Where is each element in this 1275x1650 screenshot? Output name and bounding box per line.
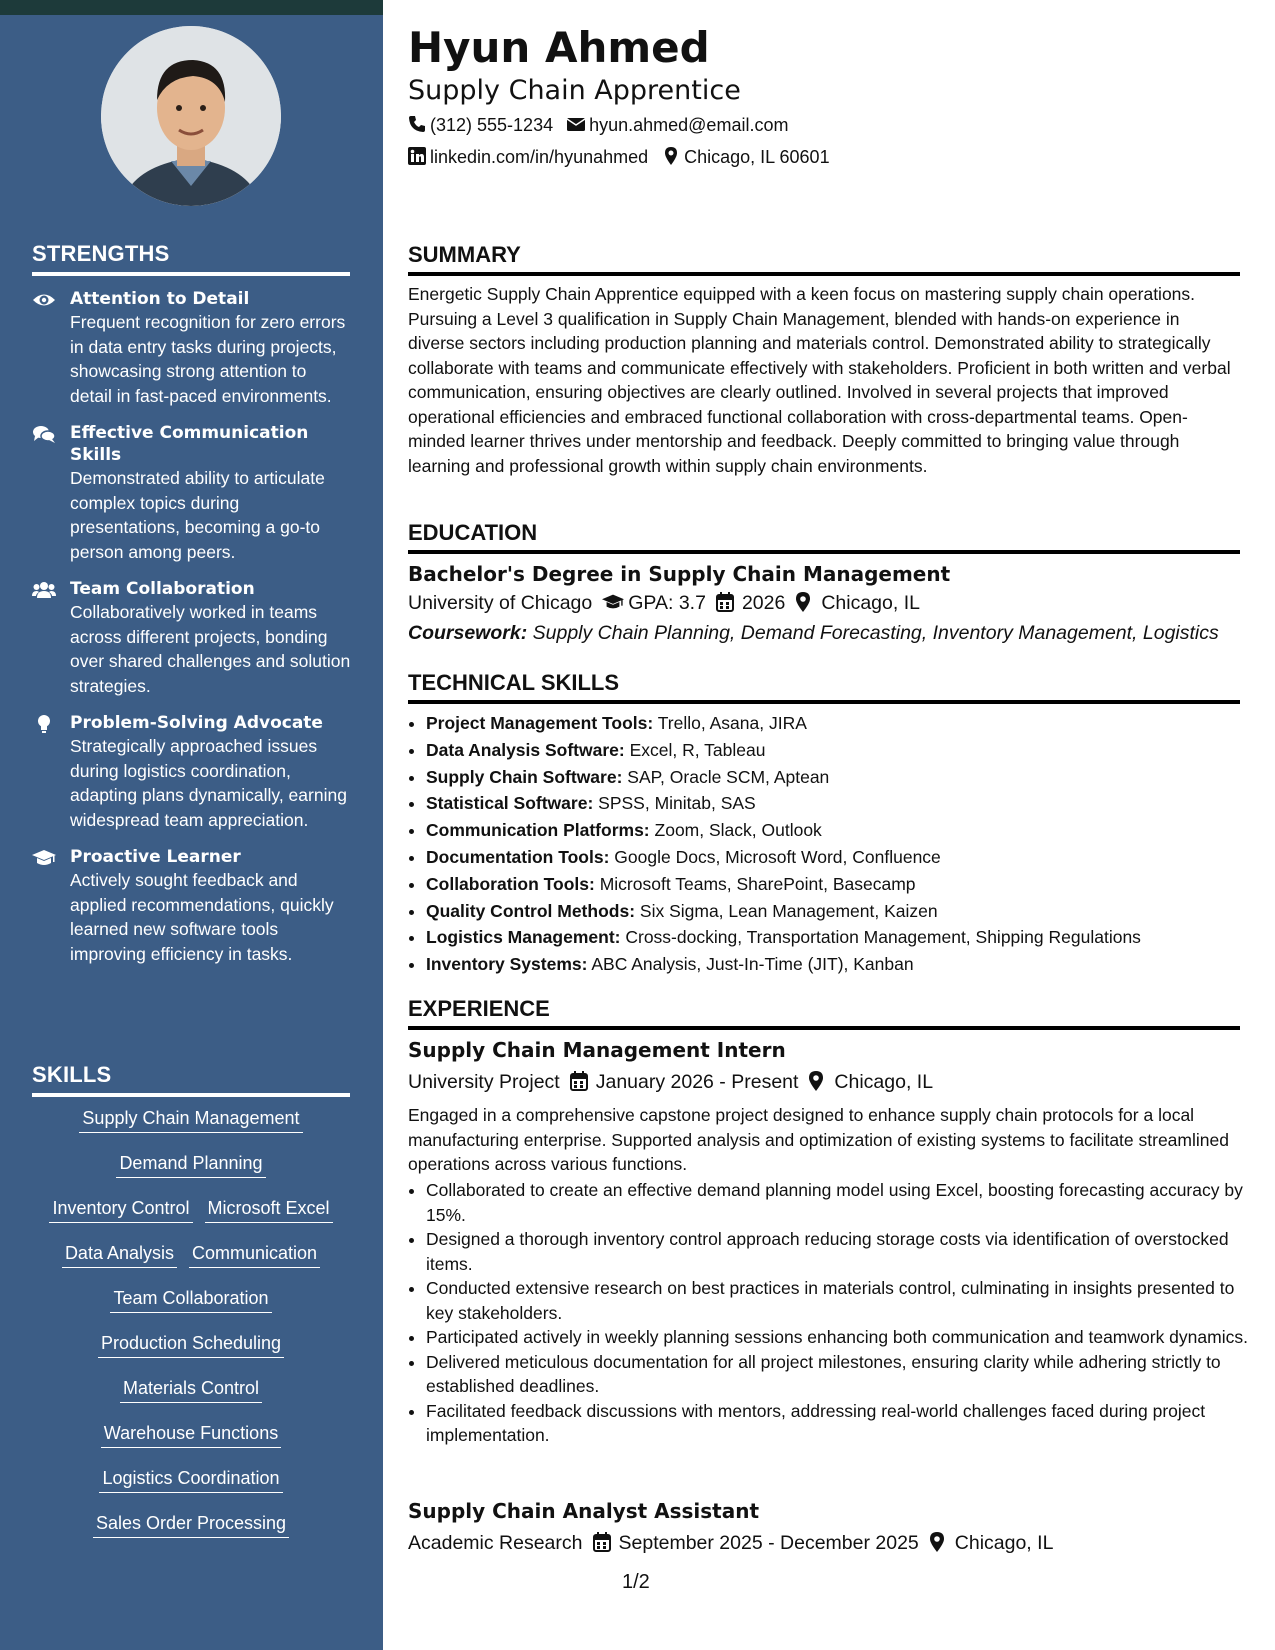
phone-number[interactable]: (312) 555-1234 [430,115,554,135]
skill-tag: Data Analysis [62,1241,177,1268]
candidate-name: Hyun Ahmed [408,23,710,72]
linkedin-url[interactable]: linkedin.com/in/hyunahmed [430,147,649,167]
chat-bubbles-icon [32,424,56,444]
job-description: Engaged in a comprehensive capstone project designed to enhance supply chain protocols for a local manufacturing enterprise. Supported analysis and optimization of existing systems to facilitate streamlined operations across various functions. [408,1105,1229,1174]
tech-skill-item: • Quality Control Methods: Six Sigma, Lean Management, Kaizen [426,898,1258,925]
envelope-icon [567,115,585,133]
job-bullet: • Designed a thorough inventory control approach reducing storage costs via identification of overstocked items. [426,1227,1258,1276]
skills-heading: SKILLS [32,1062,350,1097]
experience-heading: EXPERIENCE [408,996,1240,1030]
email-address[interactable]: hyun.ahmed@email.com [589,115,789,135]
skill-tag: Sales Order Processing [93,1511,289,1538]
strength-title: Proactive Learner [70,847,241,867]
strength-item [32,288,352,408]
degree-title: Bachelor's Degree in Supply Chain Management [408,562,951,586]
strength-description: Frequent recognition for zero errors in data entry tasks during projects, showcasing strong attention to detail in fast-paced environments. [70,312,346,406]
calendar-icon [716,592,736,612]
gpa: GPA: 3.7 [628,592,706,614]
skill-tag: Team Collaboration [110,1286,271,1313]
sidebar-top-bar [0,0,383,15]
job-meta [408,1069,933,1095]
school-name: University of Chicago [408,592,593,614]
strength-description: Collaboratively worked in teams across different projects, bonding over shared challenges and solution strategies. [70,602,351,696]
tech-skill-item: • Data Analysis Software: Excel, R, Tableau [426,737,1258,764]
location: Chicago, IL 60601 [684,147,830,167]
job-bullet: • Conducted extensive research on best practices in materials control, culminating in insights presented to key stakeholders. [426,1276,1258,1325]
tech-skill-item: • Project Management Tools: Trello, Asana, JIRA [426,710,1258,737]
eye-icon [32,290,56,310]
education-meta [408,590,920,616]
job-title: Supply Chain Analyst Assistant [408,1499,760,1523]
skill-tag: Warehouse Functions [101,1421,281,1448]
job-dates: January 2026 - Present [595,1071,799,1093]
skill-tag: Microsoft Excel [205,1196,333,1223]
school-location: Chicago, IL [821,592,920,614]
job-org: University Project [408,1071,560,1093]
job-bullets [408,1178,1258,1448]
job-bullet: • Facilitated feedback discussions with mentors, addressing real-world challenges faced during project implementation. [426,1399,1258,1448]
job-bullet: • Collaborated to create an effective demand planning model using Excel, boosting forecasting accuracy by 15%. [426,1178,1258,1227]
job-meta [408,1530,1053,1556]
summary-heading: SUMMARY [408,242,1240,276]
strength-description: Demonstrated ability to articulate complex topics during presentations, becoming a go-to person among peers. [70,468,325,562]
contact-line [408,145,830,169]
graduation-cap-icon [32,848,56,868]
main-content [408,0,1248,1650]
job-bullet: • Participated actively in weekly planning sessions enhancing both communication and teamwork dynamics. [426,1325,1258,1350]
calendar-icon [593,1532,613,1552]
lightbulb-icon [32,714,56,734]
strength-item [32,422,352,564]
strengths-heading: STRENGTHS [32,241,350,276]
strength-title: Team Collaboration [70,579,255,599]
graduation-year: 2026 [741,592,786,614]
summary-text: Energetic Supply Chain Apprentice equipped with a keen focus on mastering supply chain operations. Pursuing a Level 3 qualification in Supply Chain Management, blended with hands-on experience in diverse sectors including production planning and materials control. Demonstrated ability to strategically collaborate with teams and communicate effectively with stakeholders. Proficient in both written and verbal communication, ensuring objectives are clearly outlined. Involved in several projects that improved operational efficiencies and embraced functional collaboration with cross-departmental teams. Open-minded learner thrives under mentorship and feedback. Deeply committed to bringing value through learning and professional growth within supply chain environments. [408,284,1231,476]
tech-skill-item: • Collaboration Tools: Microsoft Teams, SharePoint, Basecamp [426,871,1258,898]
technical-skills-list [408,710,1258,978]
strength-title: Problem-Solving Advocate [70,713,323,733]
job-org: Academic Research [408,1532,583,1554]
map-pin-icon [808,1071,828,1091]
coursework-label: Coursework: [408,622,528,644]
job-title: Supply Chain Management Intern [408,1038,786,1062]
profile-photo [101,26,281,206]
phone-icon [408,115,426,133]
coursework-line [408,620,1219,646]
job-location: Chicago, IL [834,1071,934,1093]
strength-title: Attention to Detail [70,289,250,309]
skill-tag: Communication [189,1241,320,1268]
strength-item [32,712,352,832]
skill-tag: Production Scheduling [98,1331,284,1358]
technical-skills-heading: TECHNICAL SKILLS [408,670,1240,704]
sidebar [0,0,383,1650]
job-location: Chicago, IL [954,1532,1054,1554]
skills-list [32,1106,350,1556]
tech-skill-item: • Logistics Management: Cross-docking, Transportation Management, Shipping Regulations [426,924,1258,951]
strength-item [32,846,352,966]
page-number: 1/2 [622,1571,650,1593]
skill-tag: Inventory Control [49,1196,192,1223]
strength-description: Strategically approached issues during logistics coordination, adapting plans dynamically, earning widespread team appreciation. [70,736,347,830]
tech-skill-item: • Communication Platforms: Zoom, Slack, Outlook [426,817,1258,844]
skill-tag: Demand Planning [116,1151,265,1178]
map-pin-icon [795,592,815,612]
contact-line [408,113,788,137]
tech-skill-item: • Supply Chain Software: SAP, Oracle SCM, Aptean [426,764,1258,791]
skill-tag: Supply Chain Management [79,1106,302,1133]
skill-tag: Materials Control [120,1376,262,1403]
job-bullet: • Delivered meticulous documentation for all project milestones, ensuring clarity while adhering strictly to established deadlines. [426,1350,1258,1399]
skill-tag: Logistics Coordination [99,1466,282,1493]
strength-item [32,578,352,698]
job-dates: September 2025 - December 2025 [618,1532,919,1554]
strengths-list [32,288,352,980]
users-icon [32,580,56,600]
strength-description: Actively sought feedback and applied recommendations, quickly learned new software tools improving efficiency in tasks. [70,870,334,964]
linkedin-icon [408,147,426,165]
map-pin-icon [929,1532,949,1552]
tech-skill-item: • Inventory Systems: ABC Analysis, Just-In-Time (JIT), Kanban [426,951,1258,978]
tech-skill-item: • Statistical Software: SPSS, Minitab, SAS [426,790,1258,817]
tech-skill-item: • Documentation Tools: Google Docs, Microsoft Word, Confluence [426,844,1258,871]
candidate-title: Supply Chain Apprentice [408,75,741,106]
graduation-cap-icon [602,592,622,612]
calendar-icon [570,1071,590,1091]
coursework-list: Supply Chain Planning, Demand Forecasting, Inventory Management, Logistics [532,622,1219,644]
map-pin-icon [662,147,680,165]
strength-title: Effective Communication Skills [70,423,309,465]
education-heading: EDUCATION [408,520,1240,554]
